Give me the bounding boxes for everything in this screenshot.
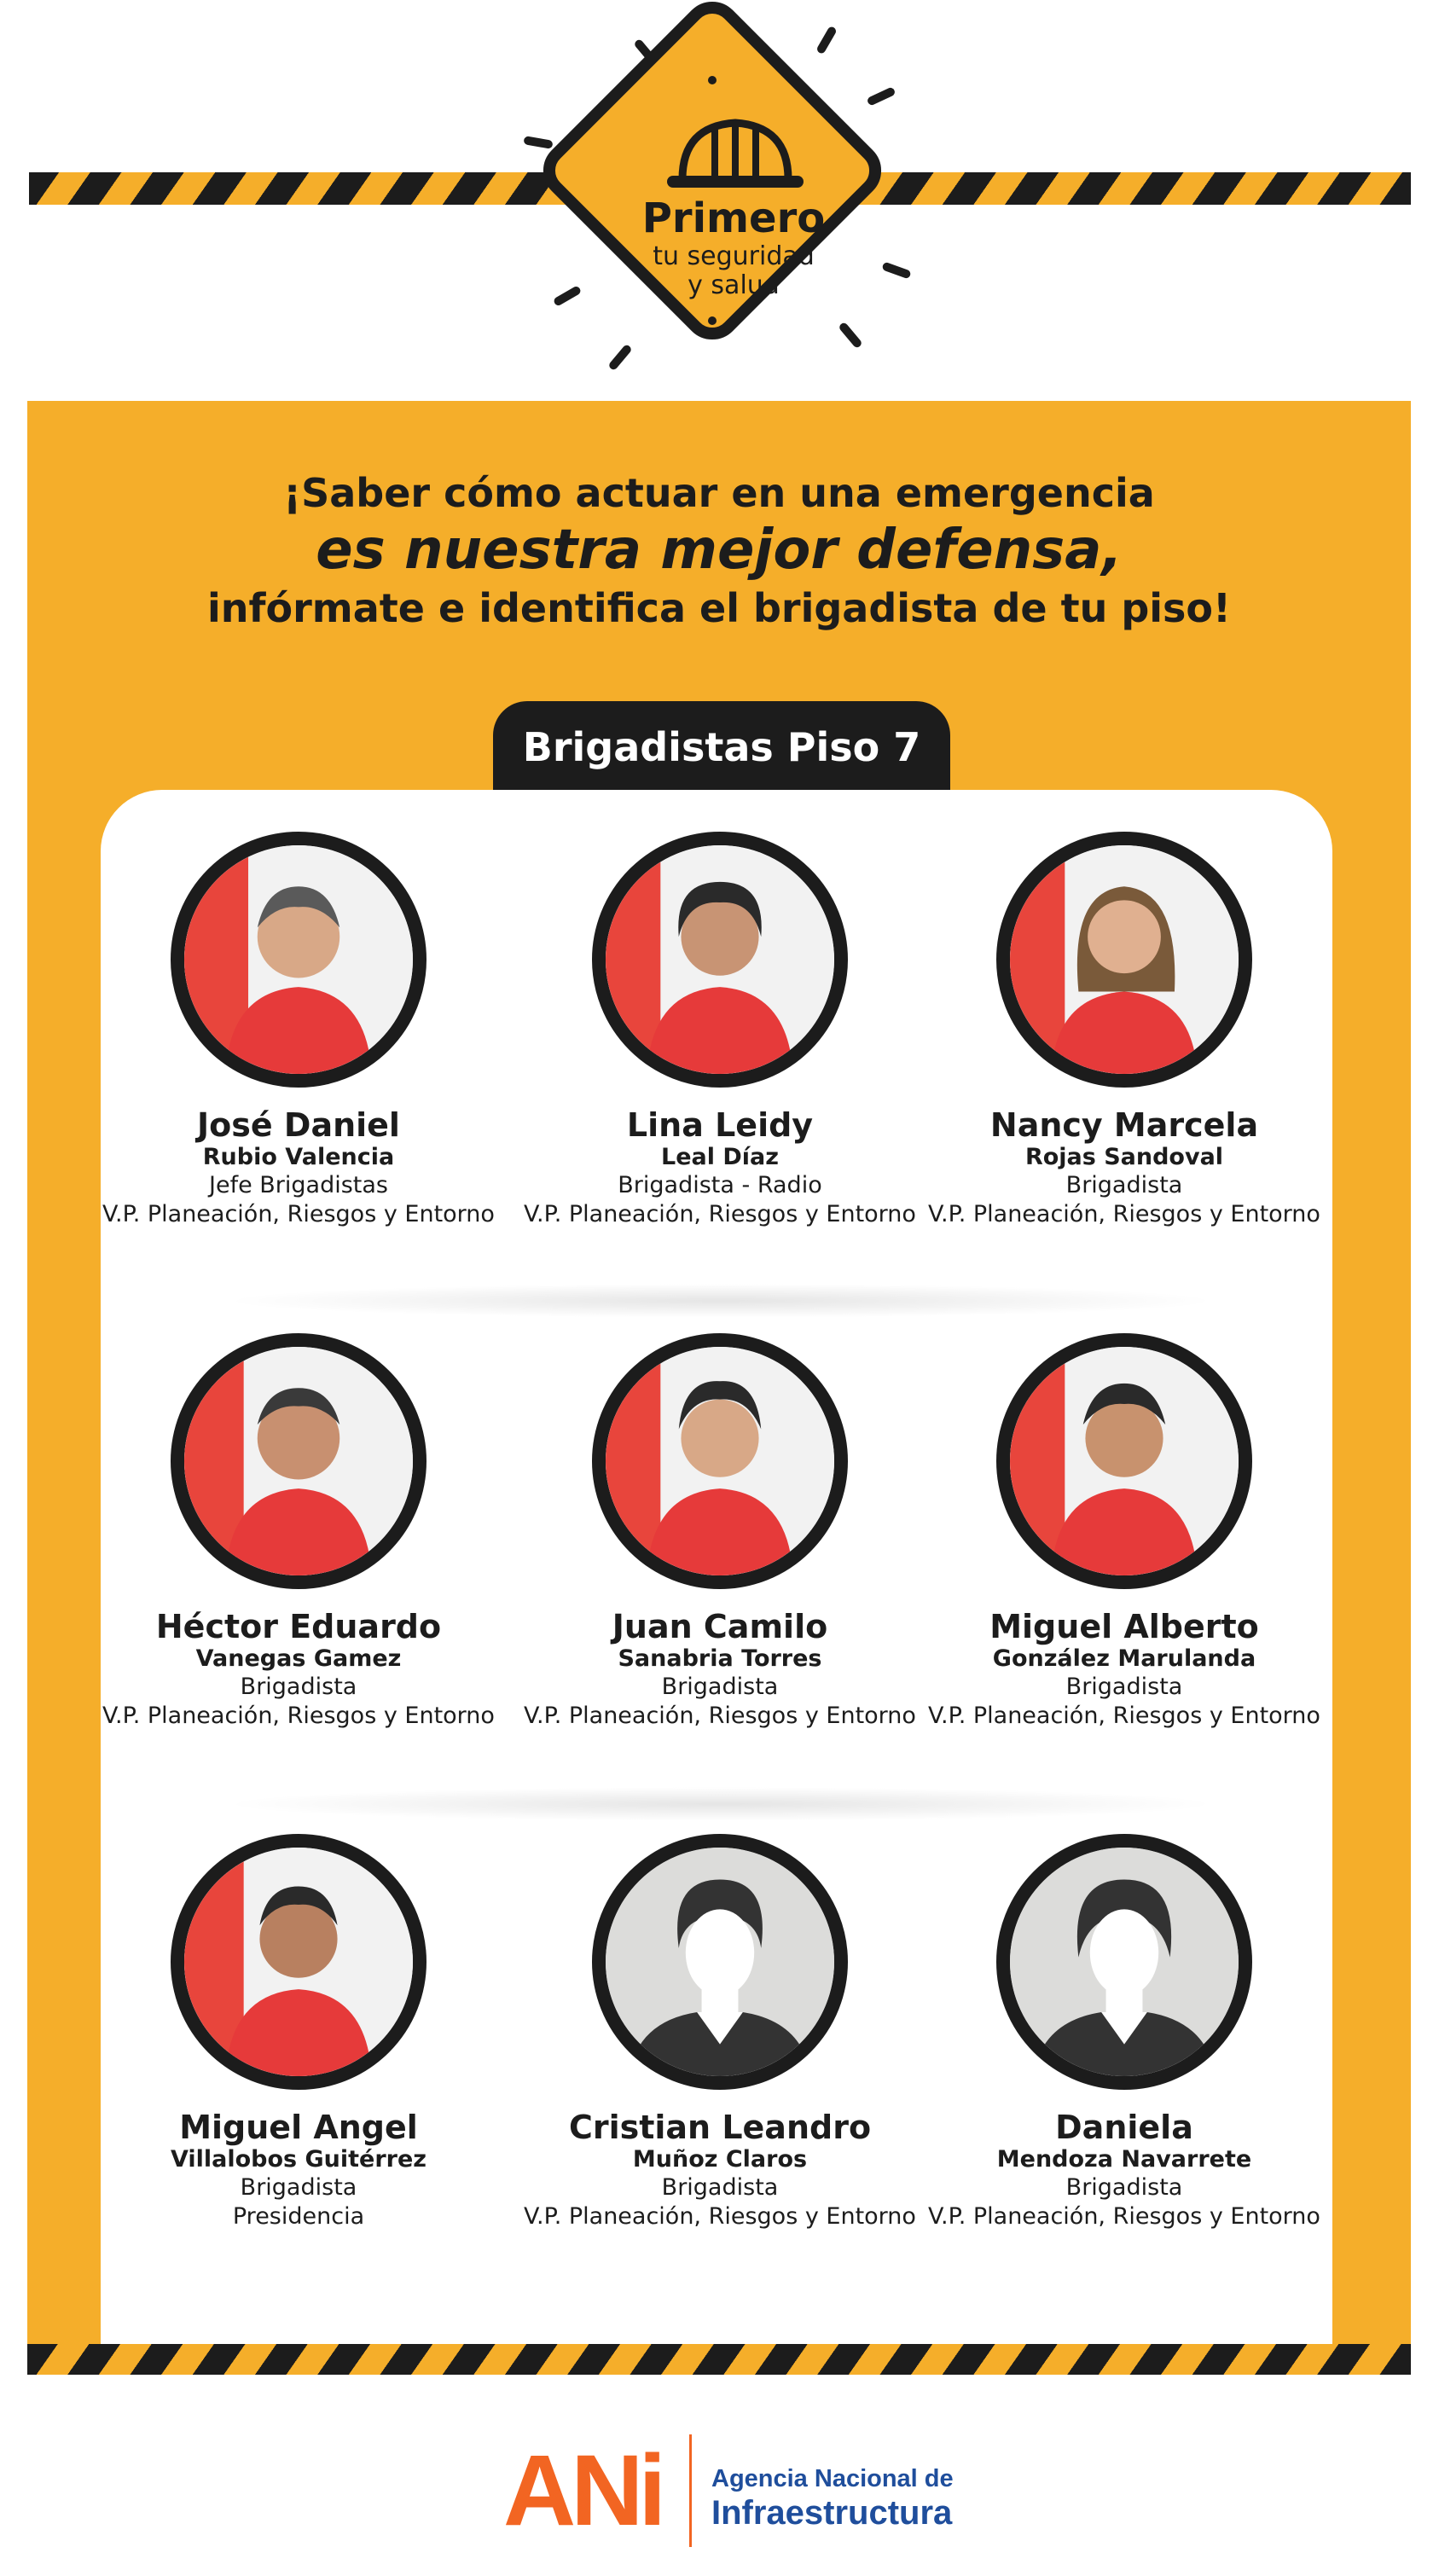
logo-divider [689, 2434, 692, 2547]
burst-mark [553, 285, 582, 307]
brigadista-card [102, 1834, 495, 2231]
avatar [171, 1834, 426, 2090]
person-role: Brigadista [1065, 1172, 1183, 1198]
burst-mark [815, 26, 838, 55]
badge-text [580, 94, 887, 300]
ani-logo [503, 2431, 954, 2550]
avatar [996, 1834, 1252, 2090]
brigadista-card [102, 832, 495, 1229]
person-photo-icon [1010, 1347, 1239, 1575]
person-department: V.P. Planeación, Riesgos y Entorno [524, 1201, 916, 1227]
person-last-name: Muñoz Claros [632, 2146, 808, 2173]
person-department: V.P. Planeación, Riesgos y Entorno [928, 1201, 1320, 1227]
brigadista-card [928, 832, 1320, 1229]
person-last-name: Mendoza Navarrete [996, 2146, 1252, 2173]
person-department: V.P. Planeación, Riesgos y Entorno [928, 1703, 1320, 1729]
person-last-name: Leal Díaz [661, 1144, 779, 1170]
row-divider [222, 1284, 1220, 1318]
person-photo-icon [1010, 845, 1239, 1074]
burst-mark [838, 322, 863, 349]
placeholder-person-icon [1010, 1848, 1239, 2076]
person-role: Brigadista [240, 1674, 357, 1700]
brigadista-card [524, 1834, 916, 2231]
person-department: V.P. Planeación, Riesgos y Entorno [524, 2203, 916, 2230]
person-photo-icon [606, 845, 834, 1074]
brigadista-card [928, 1834, 1320, 2231]
person-first-name: Nancy Marcela [989, 1106, 1259, 1144]
avatar [592, 832, 848, 1088]
person-last-name: González Marulanda [992, 1645, 1256, 1672]
person-photo-icon [184, 1848, 413, 2076]
person-role: Brigadista - Radio [618, 1172, 822, 1198]
row-divider [222, 1787, 1220, 1821]
person-role: Brigadista [1065, 2174, 1183, 2201]
logo-text: Infraestructura [711, 2494, 953, 2532]
avatar [171, 832, 426, 1088]
person-department: V.P. Planeación, Riesgos y Entorno [524, 1703, 916, 1729]
logo-text: Agencia Nacional de [711, 2465, 954, 2492]
person-department: Presidencia [232, 2203, 365, 2230]
avatar [592, 1834, 848, 2090]
person-last-name: Sanabria Torres [618, 1645, 822, 1672]
headline-line: ¡Saber cómo actuar en una emergencia [283, 470, 1155, 516]
person-role: Brigadista [661, 2174, 779, 2201]
person-photo-icon [184, 845, 413, 1074]
person-department: V.P. Planeación, Riesgos y Entorno [928, 2203, 1320, 2230]
person-first-name: José Daniel [197, 1106, 400, 1144]
avatar [592, 1333, 848, 1589]
avatar [171, 1333, 426, 1589]
avatar [996, 832, 1252, 1088]
brigadista-card [102, 1333, 495, 1731]
badge-dot [707, 75, 717, 85]
person-first-name: Juan Camilo [612, 1608, 828, 1645]
person-role: Brigadista [661, 1674, 779, 1700]
person-photo-icon [184, 1347, 413, 1575]
badge-dot [707, 316, 717, 326]
person-last-name: Rojas Sandoval [1024, 1144, 1224, 1170]
person-first-name: Héctor Eduardo [155, 1608, 442, 1645]
placeholder-person-icon [606, 1848, 834, 2076]
person-last-name: Vanegas Gamez [195, 1645, 402, 1672]
person-role: Brigadista [240, 2174, 357, 2201]
person-first-name: Lina Leidy [626, 1106, 814, 1144]
caution-stripe-bottom [27, 2344, 1411, 2375]
badge-subtitle: y salud [688, 270, 780, 300]
person-role: Jefe Brigadistas [209, 1172, 388, 1198]
headline [27, 469, 1411, 633]
avatar [996, 1333, 1252, 1589]
person-last-name: Rubio Valencia [202, 1144, 395, 1170]
brigadista-card [928, 1333, 1320, 1731]
person-first-name: Miguel Alberto [989, 1608, 1259, 1645]
brigadista-card [524, 832, 916, 1229]
person-first-name: Daniela [1055, 2109, 1193, 2146]
headline-line: infórmate e identifica el brigadista de tu piso! [206, 585, 1232, 631]
logo-mark: ANi [503, 2434, 662, 2547]
headline-emphasis: es nuestra mejor defensa, [316, 519, 1123, 582]
person-role: Brigadista [1065, 1674, 1183, 1700]
floor-tab: Brigadistas Piso 7 [493, 701, 950, 793]
person-last-name: Villalobos Guitérrez [170, 2146, 427, 2173]
person-first-name: Miguel Angel [179, 2109, 418, 2146]
badge-subtitle: tu seguridad [653, 241, 815, 271]
badge-title: Primero [641, 194, 826, 242]
brigadista-card [524, 1333, 916, 1731]
person-department: V.P. Planeación, Riesgos y Entorno [102, 1201, 495, 1227]
burst-mark [607, 344, 633, 371]
person-photo-icon [606, 1347, 834, 1575]
burst-mark [523, 136, 553, 149]
person-department: V.P. Planeación, Riesgos y Entorno [102, 1703, 495, 1729]
person-first-name: Cristian Leandro [568, 2109, 872, 2146]
